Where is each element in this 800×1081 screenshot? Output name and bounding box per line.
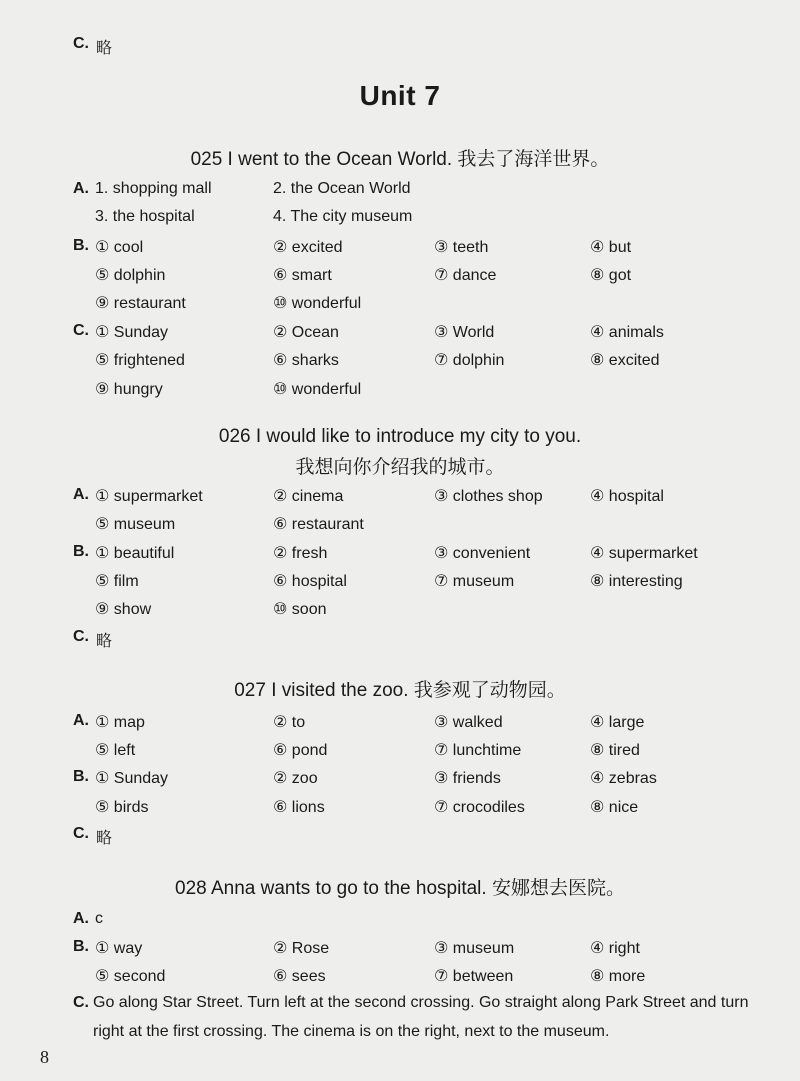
s025-C-item: ⑦ dolphin [434, 352, 505, 369]
s028-B-item: ④ right [590, 940, 640, 957]
s027-A-item: ⑥ pond [273, 742, 328, 759]
s028-B-item: ⑥ sees [273, 968, 326, 985]
s027-A-item: ④ large [590, 714, 645, 731]
s026-C-label: C. [73, 628, 89, 645]
s028-A-text: c [95, 910, 103, 927]
top-item-label: C. [73, 35, 89, 52]
s027-A-item: ① map [95, 714, 145, 731]
s026-B-label: B. [73, 543, 89, 560]
unit-title: Unit 7 [359, 80, 441, 111]
s025-C-item: ⑨ hungry [95, 381, 163, 398]
s026-B-item: ③ convenient [434, 545, 531, 562]
s028-B-item: ⑤ second [95, 968, 166, 985]
s028-B-item: ② Rose [273, 940, 330, 957]
s025-A-item: 2. the Ocean World [273, 180, 411, 197]
s025-B-item: ⑧ got [590, 267, 632, 284]
s025-B-item: ① cool [95, 239, 144, 256]
s027-B-item: ⑧ nice [590, 799, 639, 816]
s026-B-item: ① beautiful [95, 545, 175, 562]
s025-B-item: ⑤ dolphin [95, 267, 166, 284]
s025-B-item: ⑩ wonderful [273, 295, 362, 312]
s026-A-item: ⑥ restaurant [273, 516, 364, 533]
s025-A-item: 4. The city museum [273, 208, 413, 225]
section-title-027: 027 I visited the zoo. 我参观了动物园。 [234, 680, 566, 701]
s028-A-label: A. [73, 910, 89, 927]
s027-B-item: ③ friends [434, 770, 501, 787]
s028-B-label: B. [73, 938, 89, 955]
s025-A-label: A. [73, 180, 89, 197]
s025-B-label: B. [73, 237, 89, 254]
s026-A-item: ① supermarket [95, 488, 203, 505]
s027-C-text: 略 [96, 830, 113, 847]
section-title-026-cn: 我想向你介绍我的城市。 [295, 457, 505, 478]
section-title-025: 025 I went to the Ocean World. 我去了海洋世界。 [190, 149, 610, 170]
s025-C-label: C. [73, 322, 89, 339]
s026-B-item: ⑥ hospital [273, 573, 347, 590]
s026-B-item: ⑤ film [95, 573, 139, 590]
s025-B-item: ② excited [273, 239, 343, 256]
s028-C-label: C. [73, 994, 89, 1011]
s025-B-item: ⑦ dance [434, 267, 497, 284]
s025-C-item: ⑧ excited [590, 352, 660, 369]
s025-C-item: ④ animals [590, 324, 664, 341]
s027-B-item: ⑤ birds [95, 799, 149, 816]
s026-B-item: ⑧ interesting [590, 573, 683, 590]
s027-A-item: ⑤ left [95, 742, 136, 759]
s027-B-item: ⑦ crocodiles [434, 799, 525, 816]
s025-C-item: ③ World [434, 324, 495, 341]
s028-B-item: ③ museum [434, 940, 515, 957]
s027-A-label: A. [73, 712, 89, 729]
s026-A-item: ② cinema [273, 488, 344, 505]
s027-B-item: ④ zebras [590, 770, 657, 787]
page-number: 8 [40, 1047, 49, 1067]
s027-B-item: ⑥ lions [273, 799, 325, 816]
s025-B-item: ⑨ restaurant [95, 295, 186, 312]
top-item-text: 略 [96, 40, 113, 57]
s027-B-item: ② zoo [273, 770, 318, 787]
s025-C-item: ② Ocean [273, 324, 339, 341]
s027-B-label: B. [73, 768, 89, 785]
s028-C-paragraph: Go along Star Street. Turn left at the second crossing. Go straight along Park Street and turn right at the first crossing. The cinema is on the right, next to the museum. [93, 994, 749, 1040]
s025-B-item: ⑥ smart [273, 267, 332, 284]
s025-C-item: ⑩ wonderful [273, 381, 362, 398]
s026-B-item: ② fresh [273, 545, 328, 562]
section-title-026-en: 026 I would like to introduce my city to you. [218, 426, 582, 447]
section-title-028: 028 Anna wants to go to the hospital. 安娜想去医院。 [175, 878, 625, 899]
s026-B-item: ④ supermarket [590, 545, 698, 562]
s028-B-item: ⑧ more [590, 968, 646, 985]
s026-A-item: ④ hospital [590, 488, 664, 505]
s025-C-item: ⑥ sharks [273, 352, 339, 369]
s026-C-text: 略 [96, 633, 113, 650]
s027-B-item: ① Sunday [95, 770, 169, 787]
s026-A-item: ③ clothes shop [434, 488, 543, 505]
s026-B-item: ⑨ show [95, 601, 152, 618]
s028-B-item: ⑦ between [434, 968, 514, 985]
s026-B-item: ⑦ museum [434, 573, 515, 590]
s027-A-item: ② to [273, 714, 306, 731]
s025-A-item: 1. shopping mall [95, 180, 212, 197]
s025-B-item: ④ but [590, 239, 632, 256]
s027-A-item: ③ walked [434, 714, 503, 731]
s025-C-item: ⑤ frightened [95, 352, 185, 369]
s027-C-label: C. [73, 825, 89, 842]
s027-A-item: ⑦ lunchtime [434, 742, 522, 759]
s026-A-label: A. [73, 486, 89, 503]
s028-B-item: ① way [95, 940, 143, 957]
s026-B-item: ⑩ soon [273, 601, 327, 618]
s026-A-item: ⑤ museum [95, 516, 176, 533]
s027-A-item: ⑧ tired [590, 742, 640, 759]
s025-C-item: ① Sunday [95, 324, 169, 341]
s025-B-item: ③ teeth [434, 239, 489, 256]
s025-A-item: 3. the hospital [95, 208, 195, 225]
